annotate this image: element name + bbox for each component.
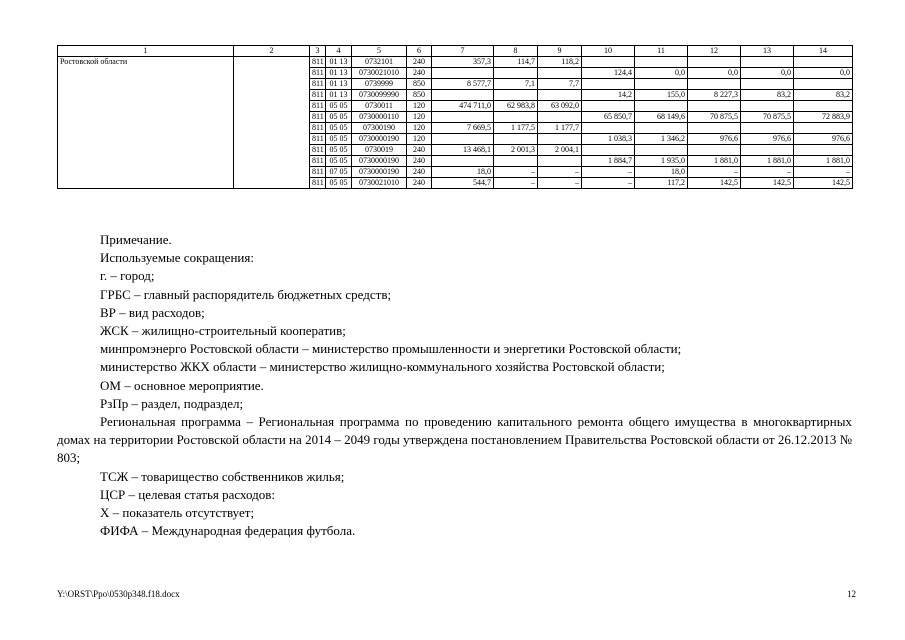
- table-cell: 13 468,1: [432, 145, 494, 156]
- table-cell: 120: [407, 134, 432, 145]
- table-cell: 05 05: [326, 145, 352, 156]
- table-cell: 07300190: [352, 123, 407, 134]
- table-cell: 1 038,3: [582, 134, 635, 145]
- table-cell: 118,2: [538, 57, 582, 68]
- table-cell: 811: [310, 68, 326, 79]
- table-cell: [494, 156, 538, 167]
- header-cell: 1: [58, 46, 234, 57]
- table-cell: [432, 90, 494, 101]
- table-cell: 0730021010: [352, 68, 407, 79]
- table-cell: 01 13: [326, 79, 352, 90]
- table-cell: 05 05: [326, 134, 352, 145]
- table-cell: 120: [407, 101, 432, 112]
- table-cell: 83,2: [741, 90, 794, 101]
- table-cell: 70 875,5: [688, 112, 741, 123]
- table-cell: [635, 79, 688, 90]
- table-cell: 114,7: [494, 57, 538, 68]
- table-cell: 474 711,0: [432, 101, 494, 112]
- table-cell: 05 05: [326, 101, 352, 112]
- table-cell: 811: [310, 134, 326, 145]
- table-row: [58, 57, 853, 68]
- note-line: Региональная программа – Региональная программа по проведению капитального ремонта общего имущества в многоквартирных домах на территории Ростовской области на 2014 – 2049 годы утверждена постановлением Правительства Ростовской области от 26.12.2013 № 803;: [57, 414, 852, 466]
- note-line: министерство ЖКХ области – министерство жилищно-коммунального хозяйства Ростовской области;: [100, 359, 665, 375]
- table-cell: 850: [407, 90, 432, 101]
- note-line: Используемые сокращения:: [100, 250, 254, 266]
- header-cell: 14: [794, 46, 853, 57]
- table-cell: [538, 156, 582, 167]
- table-cell: 62 983,8: [494, 101, 538, 112]
- table-cell: 1 884,7: [582, 156, 635, 167]
- table-cell: [582, 79, 635, 90]
- table-cell: 63 092,0: [538, 101, 582, 112]
- table-cell: [432, 134, 494, 145]
- table-cell: 01 13: [326, 68, 352, 79]
- table-cell: 811: [310, 57, 326, 68]
- header-cell: 9: [538, 46, 582, 57]
- table-cell: 811: [310, 167, 326, 178]
- table-cell: [432, 112, 494, 123]
- table-cell: 0730000190: [352, 167, 407, 178]
- table-cell: –: [538, 167, 582, 178]
- note-line: Примечание.: [100, 232, 172, 247]
- table-cell: 0730011: [352, 101, 407, 112]
- table-cell: 0,0: [794, 68, 853, 79]
- table-cell: [741, 79, 794, 90]
- note-line: Х – показатель отсутствует;: [100, 505, 255, 521]
- table-cell: 357,3: [432, 57, 494, 68]
- table-cell: [538, 112, 582, 123]
- table-cell: [432, 156, 494, 167]
- table-cell: [635, 123, 688, 134]
- table-cell: 811: [310, 145, 326, 156]
- table-cell: [582, 123, 635, 134]
- table-cell: 811: [310, 156, 326, 167]
- header-cell: 4: [326, 46, 352, 57]
- table-header-row: [58, 46, 853, 57]
- header-cell: 3: [310, 46, 326, 57]
- table-cell: [538, 90, 582, 101]
- table-cell: 7,7: [538, 79, 582, 90]
- table-cell: [494, 68, 538, 79]
- table-cell: [688, 145, 741, 156]
- table-cell: 850: [407, 79, 432, 90]
- table-cell: –: [794, 167, 853, 178]
- table-cell: 1 881,0: [741, 156, 794, 167]
- region-cell: Ростовской области: [58, 57, 234, 189]
- table-cell: 7 669,5: [432, 123, 494, 134]
- table-cell: 1 881,0: [688, 156, 741, 167]
- table-cell: 1 177,5: [494, 123, 538, 134]
- table-cell: 1 935,0: [635, 156, 688, 167]
- table-cell: [741, 123, 794, 134]
- table-cell: [794, 123, 853, 134]
- table-cell: 240: [407, 68, 432, 79]
- table-cell: 240: [407, 145, 432, 156]
- table-cell: 72 883,9: [794, 112, 853, 123]
- table-cell: 05 05: [326, 178, 352, 189]
- table-cell: 05 05: [326, 156, 352, 167]
- table-cell: 240: [407, 57, 432, 68]
- table-cell: 976,6: [688, 134, 741, 145]
- note-line: ВР – вид расходов;: [100, 304, 205, 320]
- table-cell: –: [494, 167, 538, 178]
- header-cell: 13: [741, 46, 794, 57]
- table-cell: –: [538, 178, 582, 189]
- table-cell: 142,5: [794, 178, 853, 189]
- table-cell: 0732101: [352, 57, 407, 68]
- table-cell: [794, 145, 853, 156]
- table-cell: 2 004,1: [538, 145, 582, 156]
- table-cell: 120: [407, 123, 432, 134]
- table-cell: 05 05: [326, 123, 352, 134]
- table-cell: 1 881,0: [794, 156, 853, 167]
- table-cell: [688, 101, 741, 112]
- table-cell: [494, 90, 538, 101]
- table-cell: 124,4: [582, 68, 635, 79]
- note-line: ТСЖ – товарищество собственников жилья;: [100, 468, 345, 484]
- budget-table: [57, 45, 853, 189]
- note-line: минпромэнерго Ростовской области – министерство промышленности и энергетики Ростовской области;: [100, 341, 682, 357]
- table-cell: –: [688, 167, 741, 178]
- table-cell: 117,2: [635, 178, 688, 189]
- table-cell: [432, 68, 494, 79]
- table-cell: [635, 57, 688, 68]
- table-cell: 0,0: [635, 68, 688, 79]
- table-cell: 976,6: [794, 134, 853, 145]
- note-line: ОМ – основное мероприятие.: [100, 377, 264, 393]
- header-cell: 6: [407, 46, 432, 57]
- table-cell: 0730000110: [352, 112, 407, 123]
- footer-file-path: Y:\ORST\Ppo\0530p348.f18.docx: [57, 589, 180, 599]
- table-cell: 120: [407, 112, 432, 123]
- table-cell: 142,5: [688, 178, 741, 189]
- table-cell: [582, 145, 635, 156]
- note-line: ФИФА – Международная федерация футбола.: [100, 523, 356, 539]
- table-cell: 0,0: [688, 68, 741, 79]
- table-cell: 7,1: [494, 79, 538, 90]
- table-cell: 155,0: [635, 90, 688, 101]
- table-cell: [741, 101, 794, 112]
- table-cell: 0730099990: [352, 90, 407, 101]
- table-cell: 240: [407, 156, 432, 167]
- header-cell: 10: [582, 46, 635, 57]
- table-cell: 142,5: [741, 178, 794, 189]
- table-cell: 811: [310, 101, 326, 112]
- footer-page-number: 12: [847, 589, 856, 599]
- table-cell: 1 346,2: [635, 134, 688, 145]
- table-cell: 2 001,3: [494, 145, 538, 156]
- table-cell: 811: [310, 123, 326, 134]
- table-cell: [794, 57, 853, 68]
- table-cell: 14,2: [582, 90, 635, 101]
- table-cell: –: [582, 178, 635, 189]
- table-cell: 0730000190: [352, 156, 407, 167]
- table-cell: 07 05: [326, 167, 352, 178]
- note-line: ЦСР – целевая статья расходов:: [100, 486, 275, 502]
- table-cell: 0730019: [352, 145, 407, 156]
- table-cell: 83,2: [794, 90, 853, 101]
- table-cell: [794, 79, 853, 90]
- table-cell: 1 177,7: [538, 123, 582, 134]
- table-cell: 8 577,7: [432, 79, 494, 90]
- table-cell: 18,0: [432, 167, 494, 178]
- table-cell: [688, 123, 741, 134]
- table-cell: 0,0: [741, 68, 794, 79]
- table-cell: [494, 112, 538, 123]
- table-cell: 68 149,6: [635, 112, 688, 123]
- note-line: г. – город;: [100, 268, 155, 284]
- table-cell: 811: [310, 112, 326, 123]
- table-cell: 01 13: [326, 57, 352, 68]
- table-cell: 0739999: [352, 79, 407, 90]
- note-line: ЖСК – жилищно-строительный кооператив;: [100, 323, 346, 339]
- table-cell: 811: [310, 79, 326, 90]
- table-cell: [538, 134, 582, 145]
- table-cell: 8 227,3: [688, 90, 741, 101]
- table-cell: [741, 57, 794, 68]
- table-cell: [688, 79, 741, 90]
- table-cell: 01 13: [326, 90, 352, 101]
- table-cell: –: [741, 167, 794, 178]
- table-cell: 544,7: [432, 178, 494, 189]
- empty-cell: [234, 57, 310, 189]
- table-cell: 05 05: [326, 112, 352, 123]
- table-cell: 811: [310, 90, 326, 101]
- table-cell: [635, 101, 688, 112]
- table-cell: 811: [310, 178, 326, 189]
- header-cell: 5: [352, 46, 407, 57]
- table-cell: [582, 101, 635, 112]
- table-cell: –: [582, 167, 635, 178]
- table-cell: 0730000190: [352, 134, 407, 145]
- table-cell: 65 850,7: [582, 112, 635, 123]
- table-cell: [582, 57, 635, 68]
- table-cell: [688, 57, 741, 68]
- header-cell: 2: [234, 46, 310, 57]
- table-cell: 18,0: [635, 167, 688, 178]
- table-cell: 240: [407, 178, 432, 189]
- table-cell: [635, 145, 688, 156]
- header-cell: 8: [494, 46, 538, 57]
- notes-section: [57, 231, 852, 540]
- table-cell: 240: [407, 167, 432, 178]
- table-cell: 976,6: [741, 134, 794, 145]
- table-cell: [538, 68, 582, 79]
- table-cell: [494, 134, 538, 145]
- table-cell: 70 875,5: [741, 112, 794, 123]
- note-line: ГРБС – главный распорядитель бюджетных средств;: [100, 286, 392, 302]
- table-cell: 0730021010: [352, 178, 407, 189]
- header-cell: 7: [432, 46, 494, 57]
- note-line: РзПр – раздел, подраздел;: [100, 395, 244, 411]
- table-cell: [794, 101, 853, 112]
- table-cell: [741, 145, 794, 156]
- header-cell: 12: [688, 46, 741, 57]
- table-cell: –: [494, 178, 538, 189]
- header-cell: 11: [635, 46, 688, 57]
